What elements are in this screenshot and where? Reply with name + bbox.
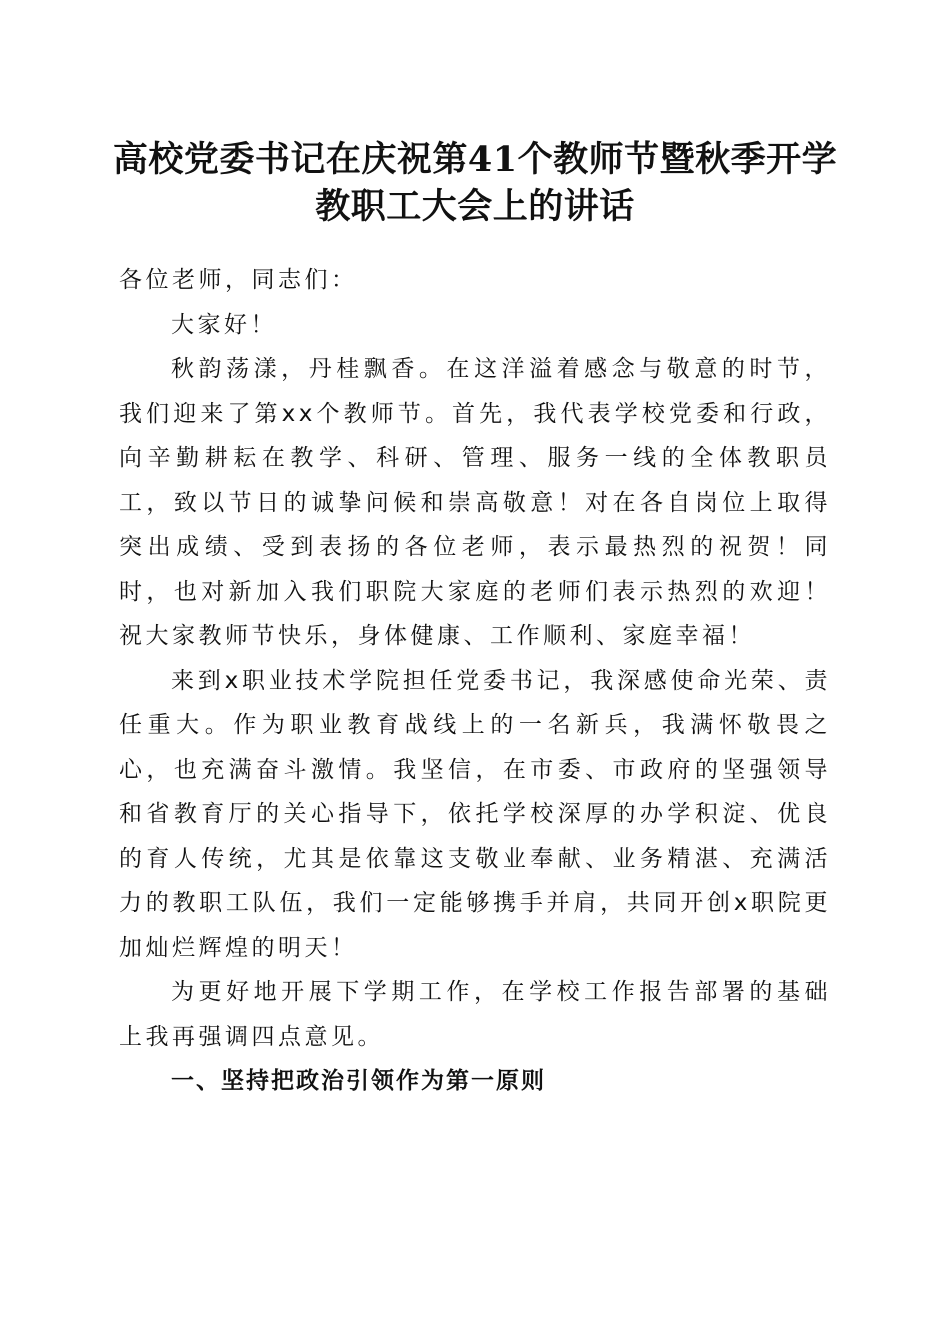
paragraph: 秋韵荡漾，丹桂飘香。在这洋溢着感念与敬意的时节，我们迎来了第xx个教师节。首先，我代表学校党委和行政，向辛勤耕耘在教学、科研、管理、服务一线的全体教职员工，致以节日的诚挚问候和崇高敬意！对在各自岗位上取得突出成绩、受到表扬的各位老师，表示最热烈的祝贺！同时，也对新加入我们职院大家庭的老师们表示热烈的欢迎！祝大家教师节快乐，身体健康、工作顺利、家庭幸福！ (119, 356, 831, 649)
paragraph: 来到x职业技术学院担任党委书记，我深感使命光荣、责任重大。作为职业教育战线上的一名新兵，我满怀敬畏之心，也充满奋斗激情。我坚信，在市委、市政府的坚强领导和省教育厅的关心指导下，依托学校深厚的办学积淀、优良的育人传统，尤其是依靠这支敬业奉献、业务精湛、充满活力的教职工队伍，我们一定能够携手并肩，共同开创x职院更加灿烂辉煌的明天！ (119, 667, 831, 961)
document-title: 高校党委书记在庆祝第41个教师节暨秋季开学教职工大会上的讲话 (112, 139, 838, 227)
paragraph: 为更好地开展下学期工作，在学校工作报告部署的基础上我再强调四点意见。 (119, 979, 831, 1050)
greeting: 大家好！ (171, 311, 277, 338)
section-heading: 一、坚持把政治引领作为第一原则 (171, 1068, 546, 1094)
salutation: 各位老师，同志们： (119, 267, 358, 293)
document-body (119, 258, 831, 1104)
